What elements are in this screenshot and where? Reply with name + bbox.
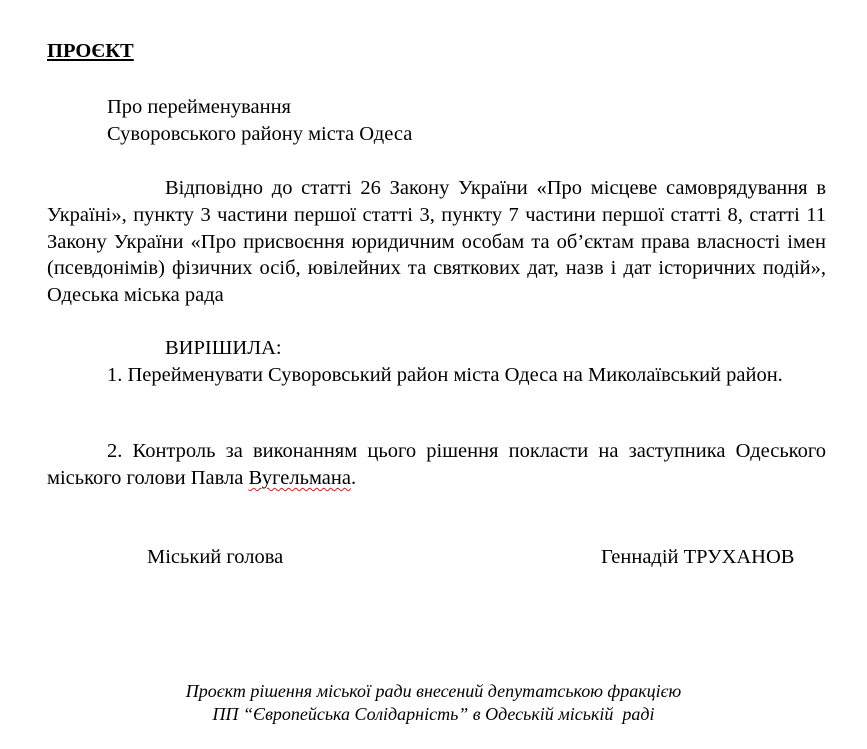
decision-item-2-end: . — [350, 467, 357, 489]
footer-note — [100, 680, 767, 726]
preamble-paragraph: Відповідно до статті 26 Закону України «Про місцеве самоврядування в Україні», пункту 3 частини першої статті 3, пункту 7 частини першої статті 8, статті 11 Закону України «Про присвоєння юридичним особам та об’єктам права власності імен (псевдонімів) фізичних осіб, ювілейних та святкових дат, назв і дат історичних подій», Одеська міська рада — [47, 177, 826, 307]
subject-line-1: Про перейменування — [107, 96, 291, 118]
footer-line-2: ПП “Європейська Солідарність” в Одеській міській раді — [212, 704, 655, 724]
signature-role: Міський голова — [147, 546, 284, 568]
project-label: ПРОЄКТ — [47, 40, 134, 62]
signature-name: Геннадій ТРУХАНОВ — [601, 546, 795, 568]
decision-item-2-text: 2. Контроль за виконанням цього рішення покласти на заступника Одеського міського голови Павла — [47, 440, 826, 489]
footer-line-1: Проєкт рішення міської ради внесений депутатською фракцією — [185, 681, 682, 701]
document-subject — [107, 94, 412, 148]
decision-item-2 — [47, 438, 826, 492]
decided-heading: ВИРІШИЛА: — [165, 337, 282, 359]
spellcheck-flagged-word: Вугельмана — [248, 467, 351, 489]
subject-line-2: Суворовського району міста Одеса — [107, 123, 413, 145]
decision-item-1: 1. Перейменувати Суворовський район міста Одеса на Миколаївський район. — [107, 364, 783, 386]
